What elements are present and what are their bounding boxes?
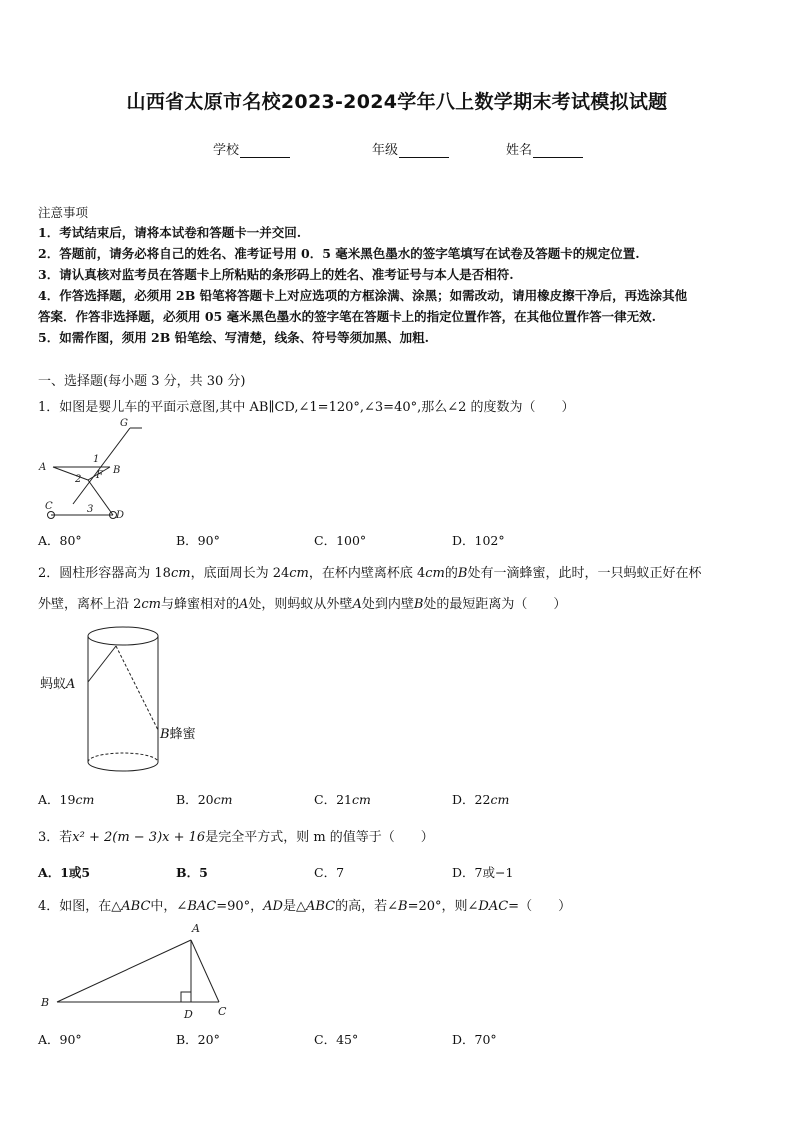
label-c: C	[218, 1005, 227, 1018]
q4-option-c[interactable]: C．45°	[314, 1032, 359, 1047]
name-label: 姓名	[506, 143, 533, 158]
name-field	[506, 139, 583, 158]
page-title: 山西省太原市名校2023-2024学年八上数学期末考试模拟试题	[126, 91, 668, 113]
school-field	[213, 139, 290, 158]
q2-stem-line1: 2．圆柱形容器高为 18cm，底面周长为 24cm，在杯内壁离杯底 4cm的B处有一滴蜂蜜，此时，一只蚂蚁正好在杯	[38, 566, 702, 581]
q1-option-c[interactable]: C．100°	[314, 533, 367, 548]
cylinder-top	[88, 627, 158, 645]
label-a: A	[39, 462, 47, 473]
q1-option-d[interactable]: D．102°	[452, 533, 505, 548]
q1-option-a[interactable]: A．80°	[38, 533, 82, 548]
side-ba	[57, 940, 191, 1002]
q4-option-b[interactable]: B．20°	[176, 1032, 220, 1047]
q3-option-d[interactable]: D．7或−1	[452, 865, 514, 880]
line-a2	[53, 467, 88, 480]
q3-option-b[interactable]: B．5	[176, 865, 208, 880]
label-d: D	[184, 1008, 193, 1021]
angle-1-label: 1	[93, 454, 100, 465]
q3-option-a[interactable]: A．1或5	[38, 865, 91, 880]
label-g: G	[120, 418, 128, 429]
ant-label: 蚂蚁A	[40, 677, 76, 692]
grade-label: 年级	[372, 143, 399, 158]
grade-blank[interactable]	[399, 144, 449, 158]
q1-stem: 1．如图是婴儿车的平面示意图,其中 AB∥CD,∠1=120°,∠3=40°,那么∠2 的度数为（ ）	[38, 400, 575, 415]
q4-triangle-figure	[35, 918, 235, 1023]
angle-2-label: 2	[75, 474, 82, 485]
path-inner	[116, 646, 158, 730]
q2-option-d[interactable]: D．22cm	[452, 792, 510, 807]
q4-option-d[interactable]: D．70°	[452, 1032, 497, 1047]
grade-field	[372, 139, 449, 158]
name-blank[interactable]	[533, 144, 583, 158]
label-c: C	[45, 501, 53, 512]
cylinder-bottom-front	[88, 762, 158, 771]
label-f: F	[96, 470, 103, 481]
path-outer	[88, 646, 116, 682]
notice-item: 5．如需作图，须用 2B 铅笔绘、写清楚，线条、符号等须加黑、加粗.	[38, 330, 430, 345]
notice-item: 答案．作答非选择题，必须用 05 毫米黑色墨水的签字笔在答题卡上的指定位置作答，在其他位置作答一律无效.	[38, 309, 656, 324]
honey-label: B蜂蜜	[160, 727, 196, 742]
notice-item: 3．请认真核对监考员在答题卡上所粘贴的条形码上的姓名、准考证号与本人是否相符.	[38, 267, 514, 282]
q3-stem: 3．若x² + 2(m − 3)x + 16是完全平方式，则 m 的值等于（ ）	[38, 830, 434, 845]
q1-option-b[interactable]: B．90°	[176, 533, 220, 548]
angle-3-label: 3	[87, 504, 94, 515]
notice-item: 1．考试结束后，请将本试卷和答题卡一并交回.	[38, 225, 302, 240]
label-b: B	[113, 465, 121, 476]
notice-item: 4．作答选择题，必须用 2B 铅笔将答题卡上对应选项的方框涂满、涂黑；如需改动，请用橡皮擦干净后，再选涂其他	[38, 288, 688, 303]
q2-cylinder-figure	[80, 622, 170, 780]
cylinder-bottom-back	[88, 753, 158, 762]
line-gf	[73, 428, 130, 504]
label-b: B	[41, 996, 50, 1009]
side-ac	[191, 940, 219, 1002]
label-a: A	[192, 922, 200, 935]
school-label: 学校	[213, 143, 240, 158]
right-angle-mark	[181, 992, 191, 1002]
q2-option-b[interactable]: B．20cm	[176, 792, 233, 807]
q4-option-a[interactable]: A．90°	[38, 1032, 82, 1047]
label-d: D	[116, 510, 125, 521]
section-heading: 一、选择题(每小题 3 分，共 30 分)	[38, 374, 246, 389]
q3-expression: x² + 2(m − 3)x + 16	[72, 830, 206, 845]
school-blank[interactable]	[240, 144, 290, 158]
q2-stem-line2: 外壁，离杯上沿 2cm与蜂蜜相对的A处，则蚂蚁从外壁A处到内壁B处的最短距离为（ ）	[38, 597, 567, 612]
q4-stem: 4．如图，在△ABC中，∠BAC=90°，AD是△ABC的高，若∠B=20°，则∠DAC=（ ）	[38, 899, 572, 914]
notice-heading: 注意事项	[38, 205, 89, 220]
notice-item: 2．答题前，请务必将自己的姓名、准考证号用 0．5 毫米黑色墨水的签字笔填写在试卷及答题卡的规定位置.	[38, 246, 640, 261]
q1-stroller-figure	[35, 416, 150, 524]
q2-option-c[interactable]: C．21cm	[314, 792, 371, 807]
q2-option-a[interactable]: A．19cm	[38, 792, 95, 807]
q3-option-c[interactable]: C．7	[314, 865, 345, 880]
